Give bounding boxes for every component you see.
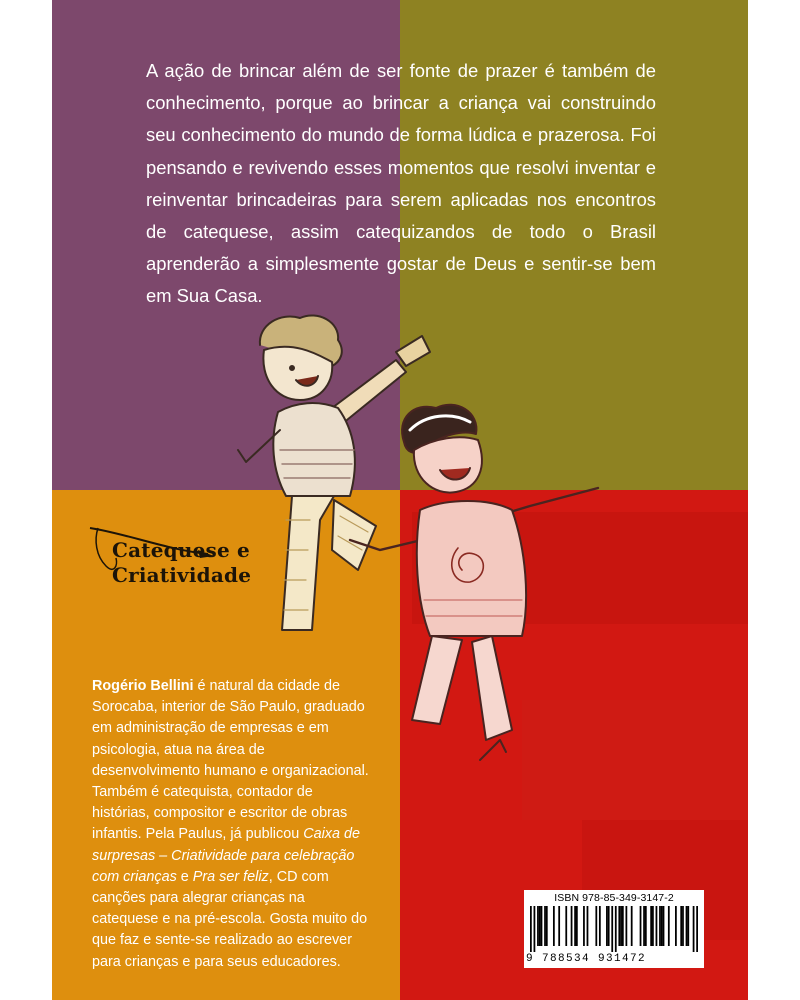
series-title-line-2: Criatividade: [112, 563, 252, 587]
barcode-bar: [663, 906, 665, 946]
barcode-bar: [650, 906, 652, 946]
barcode-bar: [546, 906, 548, 946]
barcode-bar: [574, 906, 576, 946]
barcode-bar: [640, 906, 642, 946]
barcode-bar: [696, 906, 698, 952]
ean-digits: 9 788534 931472: [526, 953, 647, 965]
isbn-label: ISBN 978-85-349-3147-2: [554, 892, 674, 904]
bio-text-part-1: é natural da cidade de Sorocaba, interior de São Paulo, graduado em administração de empresas e em psicologia, atua na área de desenvolvimento humano e organizacional. Também é catequista, contador de histórias, compositor e escritor de obras infantis. Pela Paulus, já publicou: [92, 678, 369, 843]
barcode-bar: [606, 906, 608, 946]
barcode-bar: [686, 906, 688, 946]
barcode-bar: [615, 906, 617, 952]
bio-text-part-2: e: [176, 868, 193, 885]
barcode-bar: [544, 906, 546, 946]
barcode-bar: [571, 906, 573, 946]
barcode-bar: [656, 906, 658, 946]
barcode-bar: [539, 906, 541, 946]
barcode-bar: [693, 906, 695, 952]
barcode-bar: [682, 906, 684, 946]
barcode-bar: [668, 906, 670, 946]
barcode-bar: [576, 906, 578, 946]
barcode-bar: [611, 906, 613, 952]
barcode-bar: [652, 906, 654, 946]
barcode-bar: [583, 906, 585, 946]
barcode-bar: [625, 906, 627, 946]
intro-paragraph: A ação de brincar além de ser fonte de prazer é também de conhecimento, porque ao brincar a criança vai construindo seu conhecimento do mundo de forma lúdica e prazerosa. Foi pensando e revivendo esses momentos que resolvi inventar e reinventar brincadeiras para serem aplicadas nos encontros de catequese, assim catequizandos de todo o Brasil aprenderão a simplesmente gostar de Deus e sentir-se bem em Sua Casa.: [146, 60, 656, 307]
barcode-bar: [565, 906, 567, 946]
barcode-bars: [530, 906, 698, 952]
barcode-bar: [643, 906, 645, 946]
book-title-pra-ser-feliz: Pra ser feliz: [192, 868, 269, 885]
boy-figure: [238, 315, 430, 630]
barcode-bar: [608, 906, 610, 946]
barcode-bar: [661, 906, 663, 946]
barcode-bar: [620, 906, 622, 946]
barcode-bar: [687, 906, 689, 946]
girl-figure: [350, 405, 598, 760]
book-title-caixa-de-surpresas: Caixa de surpresas – Criatividade para celebração com crianças: [92, 826, 360, 885]
barcode-bar: [530, 906, 532, 952]
barcode-bar: [558, 906, 560, 946]
series-logo: [88, 510, 252, 590]
barcode-bar: [680, 906, 682, 946]
author-name: Rogério Bellini: [92, 678, 194, 694]
barcode-bar: [599, 906, 601, 946]
barcode-bar: [618, 906, 620, 946]
barcode-bar: [534, 906, 536, 952]
barcode-bar: [675, 906, 677, 946]
barcode-bar: [595, 906, 597, 946]
barcode-bar: [541, 906, 543, 946]
series-title-line-1: Catequese e: [112, 538, 250, 562]
author-bio: [92, 676, 372, 973]
barcode-bar: [537, 906, 539, 946]
bio-text-part-3: , CD com canções para alegrar crianças na catequese e na pré-escola. Gosta muito do que faz e sente-se realizado ao escrever para crianças e para seus educadores.: [92, 868, 368, 970]
barcode-bar: [659, 906, 661, 946]
isbn-barcode: [524, 890, 704, 968]
barcode-bar: [631, 906, 633, 946]
barcode-bar: [622, 906, 624, 946]
barcode-bar: [553, 906, 555, 946]
barcode-bar: [645, 906, 647, 946]
barcode-bar: [587, 906, 589, 946]
